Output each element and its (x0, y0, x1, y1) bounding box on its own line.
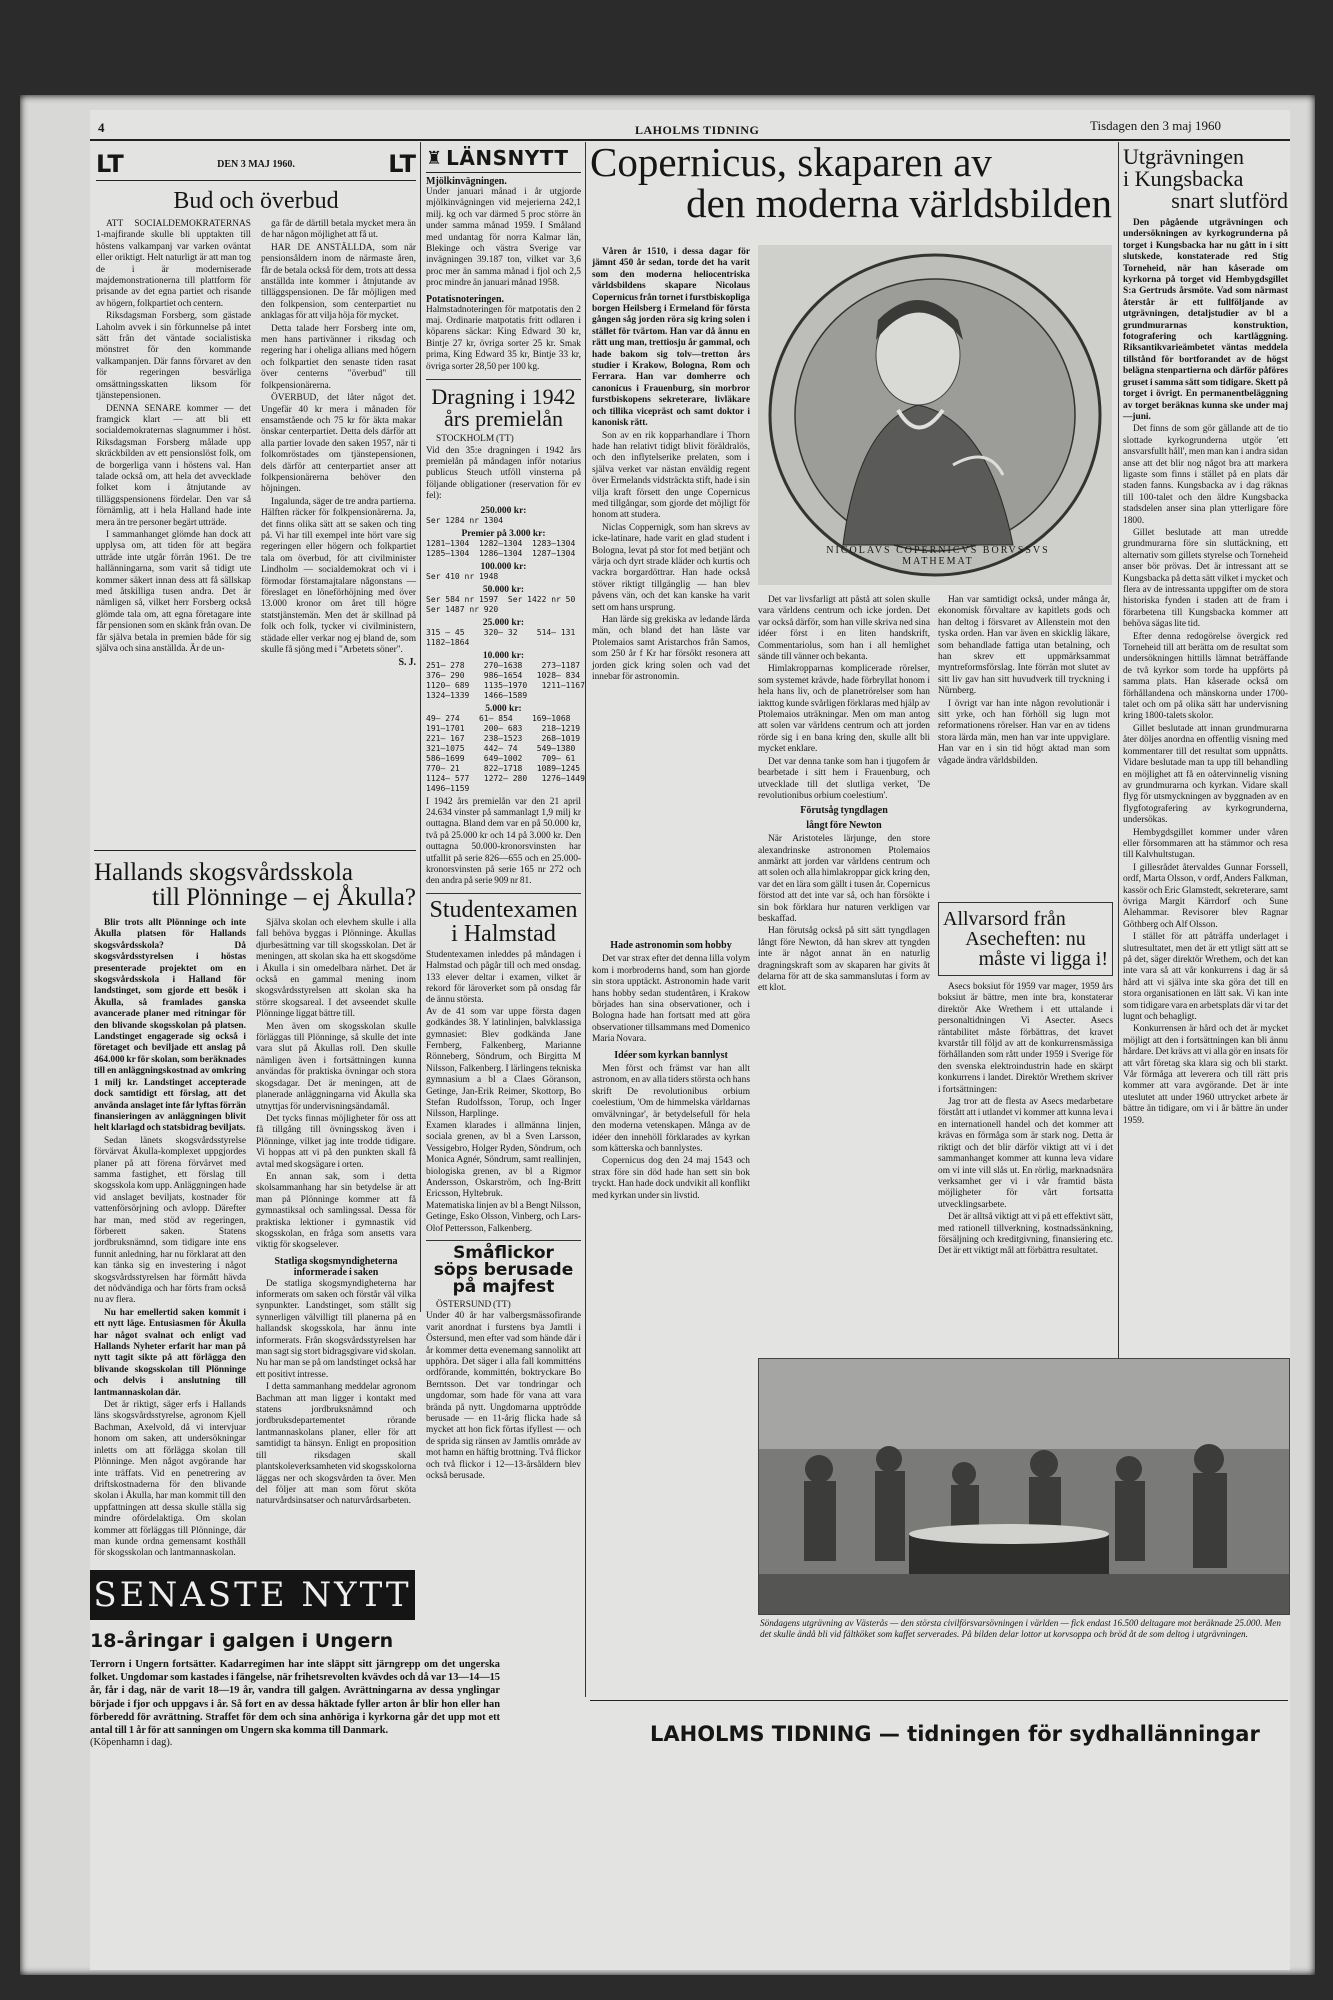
copernicus-para: Han förutsåg också på sitt sätt tyngdlagen långt före Newton, då han skrev att tyngden inte är något annat än en naturlig dragningskraft som av skaparen har givits åt delarna för att de ska sammanslutas i form av ett klot. (758, 926, 930, 994)
lt-logo-right: LT (388, 150, 416, 178)
allvarsord-title-3: måste vi ligga i! (978, 948, 1108, 970)
page-number: 4 (98, 120, 105, 135)
paper-name-header: LAHOLMS TIDNING (635, 123, 760, 137)
hallands-para: Själva skolan och elevhem skulle i alla fall behöva byggas i Plönninge. Åkullas djurbesättning var till skogsskolan. Det är meningen, att skolan ska ha ett skogsdöme i Åkulla i sin omedelbara närhet. Det är också en gammal mening inom skogsvårdsstyrelsen att skolan ska ha större skogsareal. I det avseendet skulle Plönninge liggat bättre till. (256, 918, 416, 1020)
portrait-engraving-icon (758, 245, 1112, 585)
copernicus-col-a (592, 247, 750, 932)
lt-para: HAR DE ANSTÄLLDA, som när pensionsåldern inom de närmaste åren, får de betala också för dem, trots att dessa anställda inte kommer i åtnjutande av tilläggspensionen. De får möjligen med den folkpension, som centerpartiet nu anklagas för att vilja höja för mycket. (261, 242, 416, 322)
draw-prize-heading: 10.000 kr: (482, 650, 525, 661)
copernicus-col-b (758, 595, 930, 1050)
kungsbacka-para: I stället för att påträffa underlaget i slutresultatet, men det är ett ytligt sätt att se på det, säger direktör Wrethem, och det kan inte vara så att vår konkurrens i dag är så hård att vi själva inte ska göra det till en stora organisationen en lätt sak. Vi kan inte som tidigare vara en arbetsplats där vi tar det lugnt och behagligt. (1123, 932, 1288, 1023)
hallands-para: Sedan länets skogsvårdsstyrelse förvärvat Åkulla-komplexet uppgjordes planer på att förena förvärvet med samma fastighet, ett förslag till skogsskola kom upp. Anläggningen hade vid anslaget beviljats, kostnader för vattenförsörjning och avlopp. Därefter har man, med stöd av regeringen, förberett saken. Statens jordbruksnämnd, som tidigare inte ens funnit anledning, har nu förklarat att den kan tänka sig en investering i något skogsvårdsstyrelsen har förmått hävda det nödvändiga och har förts fram också nu av flera. (94, 1135, 246, 1306)
allvarsord-para: Jag tror att de flesta av Asecs medarbetare förstått att i utlandet vi kommer att kunna leva i en internationell handel och det kommer att krävas en förmåga som är stark nog. Detta är riktigt och det blir därför viktigt att vi i det sammanhanget kommer att kunna leva vidare om vi inte vill slås ut. En rörlig, marknadsnära verksamhet ger vi i vår framtid bästa möjligheter för vårt fortsatta utvecklingsarbete. (938, 1097, 1113, 1210)
force-subhead-1: Förutsåg tyngdlagen (800, 805, 888, 817)
hallands-title-1: Hallands skogsvårdsskola (94, 859, 353, 886)
divider-2 (585, 142, 586, 1697)
divider-1 (420, 142, 421, 1312)
draw-number-rows: Ser 410 nr 1948 (426, 571, 499, 581)
footer-slogan: LAHOLMS TIDNING — tidningen för sydhallänningar (650, 1722, 1260, 1746)
lt-para: ATT SOCIALDEMOKRATERNAS 1-majfirande skulle bli upptakten till höstens valkampanj var varken oväntat eller oriktigt. Helt naturligt är att man tog de i är moderniserade majdemonstrationerna till plattform för prisande av det egna partiet och risande av högern, folkpartiet och centern. (96, 219, 251, 309)
dragning-intro: Vid den 35:e dragningen i 1942 års premielån på måndagen inför notarius publicus Steuch utföll vinsterna på följande obligationer (reservation för ev fel): (426, 445, 581, 502)
draw-prize-heading: 250.000 kr: (480, 505, 527, 516)
lansnytt-logo: LÄNSNYTT (446, 146, 569, 170)
hallands-top-rule (94, 850, 416, 851)
divider-3 (1118, 142, 1119, 1472)
force-subhead-2: långt före Newton (806, 819, 882, 831)
copernicus-portrait (758, 245, 1112, 585)
draw-number-rows: 251— 278 270—1638 273—1187 376— 290 986—1654 1028— 834 1120— 689 1135—1970 1211—1167 1324—1339 1466—1589 (426, 660, 585, 700)
draw-number-rows: 1281—1304 1282—1304 1283—1304 1285—1304 1286—1304 1287—1304 (426, 538, 576, 558)
smaflickor-title-1: Småflickor (453, 1242, 554, 1263)
smaflickor-body: Under 40 år har valbergsmässofirande varit anordnat i furstens bya Jamtli i Östersund, men efter vad som hände där i år kommer detta evenemang sannolikt att upphöra. Det säger i alla fall kommitténs ordförande, kommittén, boktryckare Bo Berntsson. Det var tondringar och ungdomar, som hade för vana att vara brända på nytt. Ungdomarna upptrödde berusade — en 11-årig flicka hade så mycket att hon fick förtas ifyllest — och de sprida sig ränsen av Jamtlis område av mot hamn en häftig brottning. Två flickor och två flickor i 12—13-årsåldern blev också berusade. (426, 1311, 581, 1482)
portrait-legend: NICOLAVS COPERNICVS BORVSSVS MATHEMAT (826, 545, 1050, 567)
copernicus-para: Det var strax efter det denna lilla volym kom i morbroderns hand, som han gjorde sin stora upptäckt. Astronomin hade varit hans hobby sedan studentåren, i Krakow börjades han sina observationer, och i Bologna hade han fortsatt med att göra observationer tillsammans med Domenico Maria Novara. (592, 954, 750, 1045)
draw-number-rows: Ser 584 nr 1597 Ser 1422 nr 50 Ser 1487 nr 920 (426, 594, 576, 614)
kungsbacka-title-1: Utgrävningen (1123, 144, 1244, 169)
hallands-para: Det tycks finnas möjligheter för oss att få tillgång till övningsskog även i Plönninge, vilket jag inte trodde tidigare. Vi hoppas att vi på den punkten skall få avtal med skogsägare i orten. (256, 1113, 416, 1170)
senaste-nytt-label: SENASTE NYTT (93, 1575, 412, 1615)
kungsbacka-body (1123, 218, 1288, 1388)
smaflickor-title-3: på majfest (452, 1276, 555, 1297)
smaflickor-title-2: söps berusade (433, 1259, 574, 1280)
photo-caption: Söndagens utgrävning av Västerås — den största civilförsvarsövningen i världen — fick endast 16.500 deltagare mot beräknade 25.000. Men det skulle ändå bli vid fältköket som kaffet serverades. På bilden delar lottor ut korvsoppa och bröd åt de som deltog i utgrävningen. (760, 1618, 1281, 1639)
lion-emblem-icon: ♜ (426, 147, 443, 168)
senaste-article (90, 1630, 500, 1749)
lt-body-col-b (261, 219, 416, 669)
hallands-para: Det är riktigt, säger erfs i Hallands läns skogsvårdsstyrelse, agronom Kjell Bachman, Axelvold, då vi intervjuar honom om saken, att undersökningar inletts om att förlägga skolan till Plönninge. Men något avgörande har inte träffats. Vid en penetrering av driftskostnaderna för den blivande skolan i Åkulla, har man kommit till den uppfattningen att dessa skulle ställa sig mindre ofördelaktiga. Om skolan kommer att förläggas till Plönninge, där man kunde ordna gemensamt kosthåll för skogsskolan och lantmannaskolan. (94, 1400, 246, 1559)
copernicus-para: Son av en rik kopparhandlare i Thorn hade han relativt tidigt blivit föräldralös, och den inflytelserike prelaten, som i själva verket var nästan enväldig regent över Ermelands vidsträckta stift, hade i sin vilja kraft försett den unge Copernicus med tillgångar, som gjorde det möjligt för honom att studera. (592, 430, 750, 521)
hallands-para: Nu har emellertid saken kommit i ett nytt läge. Entusiasmen för Åkulla har något svalnat och enligt vad Hallands Nyheter erfarit har man på nytt tagit sikte på att förlägga den blivande skogsskolan till Plönninge och delvis i anslutning till lantmannaskolan där. (94, 1307, 246, 1398)
draw-prize-heading: 25.000 kr: (482, 617, 525, 628)
copernicus-para: Det var livsfarligt att påstå att solen skulle vara världens centrum och icke jorden. Det var också därför, som han ville skriva ned sina idéer först i en liten handskrift, Commentariolus, som han i all hemlighet sände till vänner och bekanta. (758, 595, 930, 663)
draw-number-rows: Ser 1284 nr 1304 (426, 515, 504, 525)
senaste-nytt-banner (90, 1570, 415, 1620)
lt-signature: S. J. (398, 657, 416, 669)
potatis-title: Potatisnoteringen. (426, 293, 505, 305)
copernicus-title-2: den moderna världsbilden (686, 180, 1112, 226)
statliga-subhead-2: informerade i saken (293, 1267, 379, 1279)
student-body-3: Examen klarades i allmänna linjen, sociala grenen, av bl a Sven Larsson, Vessigebro, Holger Ryden, Söndrum, och Monica Agnér, Söndrum, samt reallinjen, biologiska grenen, av bl a Rigmor Andersson, Oskarström, och Ing-Britt Ericsson, Hyltebruk. (426, 1120, 581, 1200)
dragning-outro: I 1942 års premielån var den 21 april 24.634 vinster på sammanlagt 1,9 milj kr outtagna. Bland dem var en på 50.000 kr, två på 25.000 kr och 14 på 3.000 kr. Den outtagna 50.000-kronorsvinsten har utfallit på serie 826—655 och en 25.000-kronorsvinsten på serie 165 nr 272 och den andra på serie 909 nr 81. (426, 796, 581, 887)
lt-para: Riksdagsman Forsberg, som gästade Laholm avvek i sin förkunnelse på intet sätt från det väntade socialistiska mönstret för den kommande valkampanjen. Där fanns förvaret av den för regeringen besvärliga omsättningsskatten liksom för tjänstepensionen. (96, 311, 251, 402)
kungsbacka-title-3: snart slutförd (1171, 188, 1288, 213)
copernicus-para: När Aristoteles lärjunge, den store alexandrinske astronomen Ptolemaios anmärkt att jorden var världens centrum och att solen och alla himlakroppar gick kring den, var det en lära som gällt i tusen år. Copernicus förstod att det inte var så, och han försökte i sin bok förklara hur naturen verkligen var beskaffad. (758, 834, 930, 924)
copernicus-para: Han lärde sig grekiska av ledande lärda män, och bland det han läste var Ptolemaios samt Aristarchos från Samos, som 250 år f Kr har försökt resonera att jorden gick kring solen och vad det innebar för astronomin. (592, 615, 750, 683)
kungsbacka-para: I gillesrådet återvaldes Gunnar Forssell, ordf, Marta Olsson, v ordf, Anders Falkman, kassör och Eric Glamstedt, sekreterare, samt övriga Margit Kärrdorf och Sune Alehammar. Revisorer blev Ragnar Göthberg och Alf Olsson. (1123, 862, 1288, 930)
student-title-1: Studentexamen (429, 896, 578, 923)
allvarsord-para: Asecs boksiut för 1959 var mager, 1959 års boksiut är bättre, men inte bra, konstaterar direktör Ake Wrethem i ett uttalande i personaltidningen Vi Asecter. Asecs räntabilitet måste förbättras, det kravet kvarstår till följd av att de konkurrensmässiga förhållanden som rått under 1959 i Sverige för den svenska elektroindustrin hade en skärpt konkurrens i landet. Direktör Wrethem skriver i fortsättningen: (938, 982, 1113, 1095)
copernicus-para: Men först och främst var han allt astronom, en av alla tiders största och hans skrift De revolutionibus orbium coelestium, 'Om de himmelska världarnas omvälvningar', är betydelsefull för hela den moderna vetenskapen. Många av de idéer den innehöll förklarades av kyrkan som kätterska och bannlystes. (592, 1064, 750, 1154)
copernicus-title-1: Copernicus, skaparen av (590, 139, 992, 185)
kungsbacka-para: Gillet beslutade att man utredde grundmurarna före sin sluttäckning, ett alternativ som gillets styrelse och Torneheid anser bör prövas. Det är intressant att se Kungsbacka på detta sätt vilket i mycket och flera av de intressanta uppgifter om de stora historiska fynden i staden att de fram i förarbetena till Kungsbacka kommer att behöva sägas lite tid. (1123, 527, 1288, 630)
draw-prize-heading: 50.000 kr: (482, 584, 525, 595)
senaste-source: (Köpenhamn i dag). (90, 1737, 173, 1749)
astro-subhead: Hade astronomin som hobby (610, 940, 732, 951)
header-date: Tisdagen den 3 maj 1960 (1090, 118, 1221, 133)
allvarsord-title-2: Asecheften: nu (965, 928, 1086, 950)
student-body: Studentexamen inleddes på måndagen i Halmstad och pågår till och med onsdag. 133 elever deltar i examen, vilket är rekord för läroverket som på onsdag får de ännu största. (426, 949, 581, 1006)
lt-para: Detta talade herr Forsberg inte om, men hans partivänner i riksdag och regering har i oheliga allians med högern och folkpartiet den senaste tiden rasat över centerns "överbud" till folkpensionärerna. (261, 323, 416, 391)
newspaper-page (90, 110, 1290, 1970)
draw-prize-heading: Premier på 3.000 kr: (461, 528, 546, 539)
hallands-para: Men även om skogsskolan skulle förläggas till Plönninge, så skulle det inte vara slut på Åkullas roll. Den skulle nämligen även i fortsättningen kunna användas för praktiska övningar och stora skogsdagar. Det är meningen, att de planerade anläggningarna vid Åkulla ska utnyttjas för undervisningsändamål. (256, 1021, 416, 1112)
dragning-title-2: års premielån (443, 406, 564, 432)
statliga-subhead-1: Statliga skogsmyndigheterna (274, 1255, 398, 1267)
student-body-2: Av de 41 som var uppe första dagen godkändes 38. Y latinlinjen, balvklassiga gymnasiet: Blev godkända Jane Fernberg, Falkenberg, Marianne Rönneberg, Söndrum, och Birgitta M Nilsson, Falkenberg. I lärlingens tekniska gymnasium a bl a Claes Göranson, Getinge, Jan-Erik Reimer, Skottorp, Bo Stefan Rudolfsson, Torup, och Inger Nilsson, Harplinge. (426, 1006, 581, 1120)
copernicus-para: Han var samtidigt också, under många år, ekonomisk förvaltare av kapitlets gods och han deltog i försvaret av Allenstein mot den tyska orden. Han var även en skicklig läkare, som behandlade fattiga utan betalning, och han skrev ett uppmärksammat myntreformsförslag. Inte förrän mot slutet av sitt liv gav han sitt huvudverk till tryckning i Nürnberg. (938, 595, 1110, 697)
senaste-title: 18-åringar i galgen i Ungern (90, 1630, 394, 1652)
kungsbacka-para: Konkurrensen är hård och det är mycket möjligt att den i fortsättningen kan bli ännu hårdare. Det krävs att vi alla gör en insats för att vårt företag ska klara sig och bli starkt. Vår förmåga att leverera och till rätt pris kommer att vara avgörande. Det är inte uteslutet att under 1960 uttrycket arbete är bättre än tidigare, om vi i år bättre än under 1959. (1123, 1024, 1288, 1126)
footer-rule (590, 1700, 1288, 1701)
draw-number-rows: 315 — 45 320— 32 514— 131 1182—1864 (426, 627, 576, 647)
senaste-body: Terrorn i Ungern fortsätter. Kadarregimen har inte släppt sitt järngrepp om det ungerska folket. Ungdomar som kastades i fängelse, när frihetsrevolten kvävdes och då var 13—14—15 år, får i dag, när de varit 18—19 år, vandra till galgen. Avrättningarna av dessa ynglingar började i fjor och uppgavs i år. Så fort en av dessa häktade fyller arton år blir hon eller han förberedd för avrättning. Straffet för dem och sina anhöriga i kyrkorna går det upp mot ett antal till 1 år för att sanningen om Ungern ska komma till Danmark. (90, 1659, 500, 1737)
allvarsord-article (938, 902, 1113, 1257)
lt-para: I sammanhanget glömde han dock att upplysa om, att tiden för att begära utträde inte utgår förrän 1961. De tre hallänningarna, som varit så tidigt ute kommer säkert innan dess att få sällskap med åtskilliga tusen andra. Det är nämligen så, vilket herr Forsberg också glömde tala om, att egna företagare inte får pensionen som en skänk från ovan. De får själva betala in premien både för sig själva och sina anställda. Är de un- (96, 529, 251, 655)
dragning-list (426, 505, 585, 794)
smaflickor-dateline: ÖSTERSUND (TT) (436, 1299, 511, 1310)
hallands-col-b (256, 918, 416, 1604)
allvarsord-para: Det är alltså viktigt att vi på ett effektivt sätt, med rationell tillverkning, kostnadssänkning, försäljning och kreditgivning, finansiering etc. Det är ett viktigt mål att förbättra resultatet. (938, 1212, 1113, 1257)
hallands-title-2: till Plönninge – ej Åkulla? (152, 884, 416, 911)
hallands-para: I detta sammanhang meddelar agronom Bachman att man ligger i kontakt med statens jordbruksnämnd och jordbruksdepartementet rörande lantmannaskolans planer, eller för att samtidigt ta hänsyn. Enligt en proposition till riksdagen skall plantskoleverksamheten vid skogsskolorna läggas ner och skogsvården ta över. Men del följer att man som förut sköta naturvårdsinsatser och naturvårdsarbeten. (256, 1382, 416, 1507)
lt-para: Ingalunda, säger de tre andra partierna. Hälften räcker för folkpensionärerna. Ja, det finns olika sätt att se saken och ting på. Vi har till exempel inte hört vare sig regeringen eller högern och folkpartiet tala om överbud, för att civilminister Lindholm — socialdemokrat och vi i förmodar förstamajtalare någonstans — föreslaget en löneförhöjning med över 13.000 kronor om året till högre statstjänstemän. Men det är skillnad på folk och folk, tycker vi civilministern, städade eller verkar nog ej bland de, som skulle få sjöng med i "Arbetets söner". (261, 496, 416, 656)
hallands-article (94, 860, 416, 1604)
copernicus-col-a2 (592, 940, 750, 1350)
hallands-col-a (94, 918, 246, 1604)
hallands-para: De statliga skogsmyndigheterna har informerats om saken och förstår väl vilka synpunkter. Landstinget, som ställt sig synnerligen välvilligt till planerna på en hallandsk skogsskola, har ännu inte informerats. Från skogsvårdsstyrelsen har man sagt sig stort bidragsgivare vid skolan. Nu har man se på om landstinget också har ett positivt intresse. (256, 1278, 416, 1380)
allvarsord-body (938, 982, 1113, 1257)
lt-para: ga får de därtill betala mycket mera än de har någon möjlighet att få ut. (261, 219, 416, 241)
lt-para: ÖVERBUD, det låter något det. Ungefär 40 kr mera i månaden för ensamstående och 75 kr för äkta makar önskar centerpartiet. Detta dels därför att alla partier lovade den saken 1957, när ti folkomröstades om tjänstepensionen, dels därför att centerpartiet anser att folkpensionärerna behöver den höjningen. (261, 393, 416, 495)
draw-number-rows: 49— 274 61— 854 169—1068 191—1701 200— 683 218—1219 221— 167 238—1523 268—1019 321—1075 442— 74 549—1380 586—1699 649—1002 709— 61 770— 21 822—1718 1089—1245 1124— 577 1272— 280 1276—1449 1496—1159 (426, 713, 585, 793)
kungsbacka-para: Det finns de som gör gällande att de tio slottade kyrkogrunderna utgör 'ett ansvarsfullt håll', men man kan i andra sidan anse att det blir nog något bra att markera ligaste som finns i stället på en plats där staden fanns. Kungsbacka av i dag räknas till 100-talet och den äldre Kungsbacka stadsdelen anser sina plan ytterligare före 1800. (1123, 424, 1288, 526)
copernicus-col-c (938, 595, 1110, 895)
kungsbacka-article (1123, 146, 1288, 1388)
mjolk-body: Under januari månad i år utgjorde mjölkinvägningen vid mejerierna 242,1 milj. kg och var därmed 5 proc större än under samma månad 1959. I Småland med undantag för norra Kalmar län, Blekinge och västra Sverige var invägningen 39.187 ton, vilket var 3,6 proc mer än samma månad i fjol och 2,5 proc mindre än januari månad 1958. (426, 187, 581, 289)
kungsbacka-para: Gillet beslutade att innan grundmurarna åter döljes anordna en offentlig visning med kommentarer till det resultat som uppnåtts. Vidare beslutade man ta upp till behandling en möjlighet att få en oåtervinnelig visning av grundmurarna och kyrkan. Vidare skall flyg för utsmyckningen av byggnaden av en flygfotografering av kyrkogrunderna, undersökas. (1123, 723, 1288, 826)
lt-editorial (96, 150, 416, 669)
kungsbacka-para: Hembygdsgillet kommer under våren eller försommaren att ha stämmor och resa till Kalvhultstugan. (1123, 827, 1288, 861)
hallands-intro: Blir trots allt Plönninge och inte Åkulla platsen för Hallands skogsvårdsskola? Då skogsvårdsstyrelsen i höstas presenterade projektet om en skogsvårdsskola i Halland för landstinget, som gjorde ett besök i Åkulla, så framlades ganska avancerade planer med ritningar för den blivande skogsskolan på platsen. Landstinget engagerade sig också i företaget och beviljade ett anslag på 464.000 kr för skolan, som beräknades till en anläggningskostnad av omkring 1 milj kr. Landstinget accepterade dock samtidigt ett förslag, att det använda anslaget inte får lyftas förrän finansieringen av anläggningen blivit helt klarlagd och statsbidrag beviljats. (94, 918, 246, 1134)
copernicus-para: Det var denna tanke som han i tjugofem år bearbetade i sitt hem i Frauenburg, och utvecklade till det slutliga verket, 'De revolutionibus orbium coelestium'. (758, 756, 930, 801)
lt-body-col-a (96, 219, 251, 669)
draw-prize-heading: 5.000 kr: (485, 703, 522, 714)
allvarsord-title-1: Allvarsord från (943, 908, 1066, 930)
dragning-title-1: Dragning i 1942 (431, 384, 576, 410)
dragning-dateline: STOCKHOLM (TT) (436, 434, 514, 445)
student-title-2: i Halmstad (451, 920, 556, 947)
student-body-4: Matematiska linjen av bl a Bengt Nilsson, Getinge, Esko Olsson, Vinberg, och Lars-Olof Pettersson, Falkenberg. (426, 1200, 581, 1234)
kungsbacka-para: Efter denna redogörelse övergick red Torneheid till att berätta om de resultat som undersökningen hittills lämnat beträffande de två kyrkor som torde ha uppförts på samma plats. Han kåserade också om förhållandena och mänskorna under 1700-talet och om på olika sätt har undervisning kring 1800-talets skolor. (1123, 631, 1288, 722)
hallands-para: En annan sak, som i detta skolsammanhang har sin betydelse är att man på Plönninge kommer att få gymnastiksal och samlingssal. Dessa för praktiska lektioner i gymnastik vid skogsskolan, en fråga som ansetts vara viktig för skogselever. (256, 1171, 416, 1251)
lt-para: DENNA SENARE kommer — det framgick klart — att bli ett socialdemokraternas slagnummer i höst. Riksdagsman Forsberg målade upp skräckbilden av ett pensionslöst folk, om de borgerliga vann i höstens val. Han talade också om, att hela det avvecklade folket kom i åtnjutande av tilläggspensionens fördelar. Den var så förnämlig, att i hela Halland hade inte mera än tre personer begärt utträde. (96, 403, 251, 528)
copernicus-para: Copernicus dog den 24 maj 1543 och strax före sin död hade han sett sin bok tryckt. Han hade dock undvikit all konflikt med kyrkan under sin livstid. (592, 1156, 750, 1201)
copernicus-para: Himlakropparnas komplicerade rörelser, som systemet krävde, hade förbryllat honom i hela hans liv, och de planetrörelser som han iakttog kunde svårligen förklaras med hjälp av Ptolemaios uträkningar. Men om man antog att solen var världens centrum och att jorden rörde sig i en bana kring den, skulle allt bli mycket enklare. (758, 664, 930, 755)
lansnytt-column (426, 146, 585, 1482)
kungsbacka-lead: Den pågående utgrävningen och undersökningen av kyrkogrunderna på torget i Kungsbacka har nu gått in i sitt slutskede, konstaterade red Stig Torneheid, när han kåserade om kyrkorna på torget vid Hembygdsgillet S:a Gertruds årsmöte. Vad som närmast återstår är ett fullföljande av utgrävningen, detaljstudier av bl a grundmurarnas konstruktion, fotografering och kartläggning. Riksantikvarieämbetet väntas meddela tillstånd för bortforandet av de högst belägna stenpartierna och därför påföres gruset i samma sätt som tidigare. Skett på torget i övrigt. En permanentbeläggning av torget beräknas kunna ske under maj—juni. (1123, 218, 1288, 422)
mjolk-title: Mjölkinvägningen. (426, 176, 507, 187)
copernicus-article (590, 139, 1112, 232)
lt-date: DEN 3 MAJ 1960. (217, 158, 295, 170)
copernicus-para: I övrigt var han inte någon revolutionär i sitt yrke, och han förhöll sig lugn mot reformationens rörelser. Han var en av tidens stora lärda män, men han var inte uppviglare. Han var en i sin tid högt aktad man som vågade ändra världsbilden. (938, 698, 1110, 766)
kungsbacka-title-2: i Kungsbacka (1123, 166, 1244, 191)
copernicus-para: Niclas Coppernigk, som han skrevs av icke-latinare, hade varit en glad student i Bologna, levat på stor fot med betjänt och värja och dyrt strade kläder och kurtis och vackra borgardöttrar. Han hade också stöver riktigt tillgänglig — han blev påvens vän, och det kan kanske ha varit sett om hans ursprung. (592, 522, 750, 613)
lt-title: Bud och överbud (173, 188, 339, 214)
draw-prize-heading: 100.000 kr: (480, 561, 527, 572)
lt-logo-left: LT (96, 150, 124, 178)
ideer-subhead: Idéer som kyrkan bannlyst (614, 1049, 728, 1061)
copernicus-lead: Våren år 1510, i dessa dagar för jämnt 450 år sedan, torde det ha varit som den moderna heliocentriska världsbildens skapare Nicolaus Copernicus från tornet i furstbiskopliga borgen Heilsberg i Ermeland för första gången såg jorden röra sig kring solen i stället för tvärtom. Han var då ännu en rätt ung man, trettiosju år gammal, och hade bakom sig tolv—tretton års studier i Krakow, Bologna, Rom och Ferrara. Han var domherre och canonicus i Frauenburg, sin morbror furstbiskopens sekreterare, livläkare och tillika vicepräst och samt doktor i kanonisk rätt. (592, 247, 750, 429)
potatis-body: Halmstadnoteringen för matpotatis den 2 maj. Ordinarie matpotatis fritt odlaren i köparens säckar: King Edward 30 kr, Bintje 27 kr, övriga sorter 25 kr. Smak prima, King Edward 35 kr, Bintje 33 kr, övriga sorter 28,50 per 100 kg. (426, 304, 581, 372)
crowd-photo-icon (759, 1359, 1289, 1614)
civil-defence-photo (758, 1358, 1290, 1615)
